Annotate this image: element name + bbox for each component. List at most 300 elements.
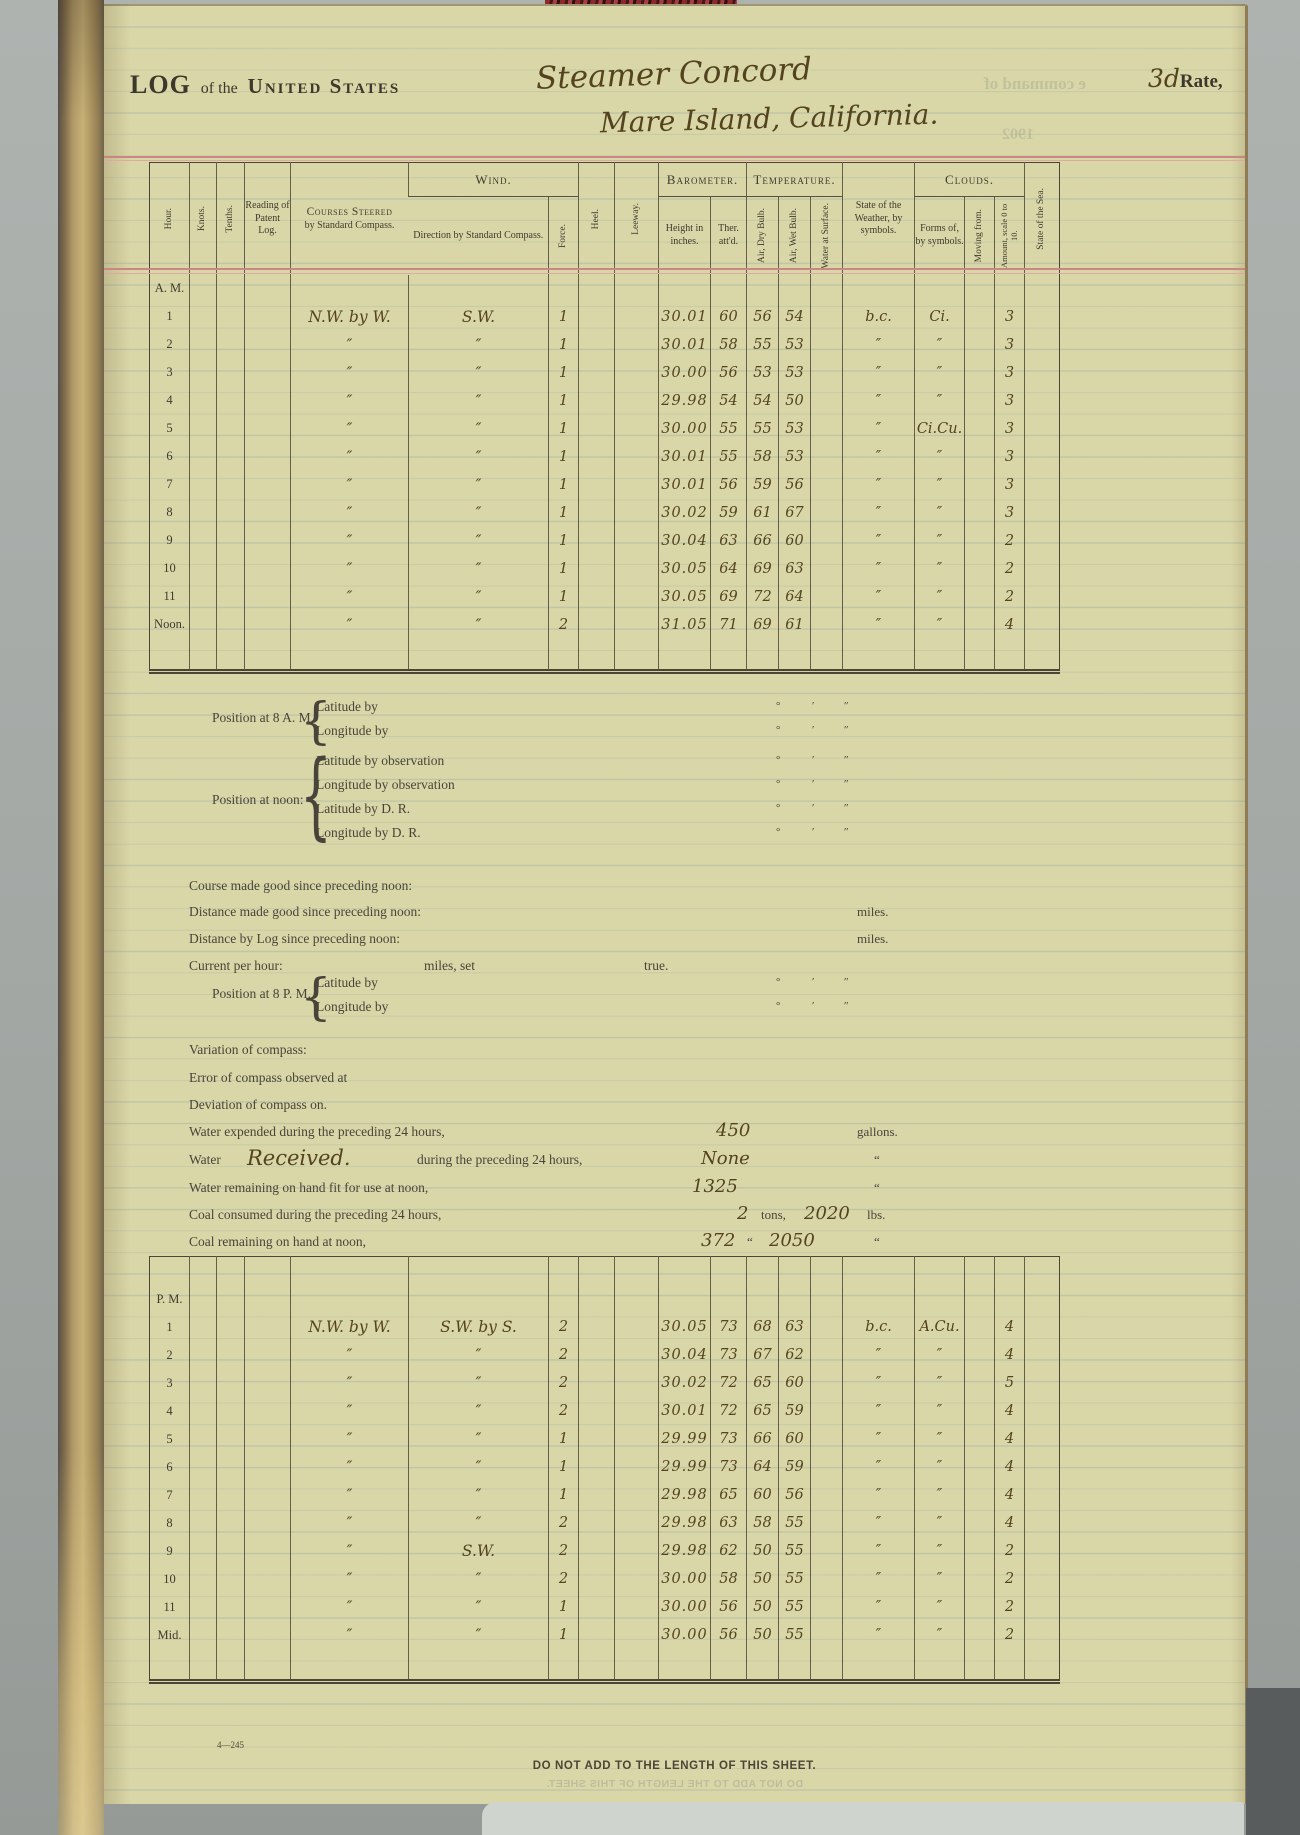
cell-patent-log bbox=[245, 1565, 291, 1593]
cell-water-surface bbox=[811, 303, 843, 331]
cell-tenths bbox=[217, 1509, 245, 1537]
cell-heel bbox=[579, 527, 615, 555]
am-log-table bbox=[149, 162, 1060, 674]
bleedthrough-text: e command of bbox=[984, 74, 1086, 93]
cell-ther-attached: 56 bbox=[711, 471, 747, 499]
log-row bbox=[150, 1425, 1060, 1453]
cell-air-wet-bulb: 60 bbox=[779, 1425, 811, 1453]
cell-leeway bbox=[615, 1565, 659, 1593]
cell-air-wet-bulb bbox=[779, 639, 811, 672]
cell-water-surface bbox=[811, 1369, 843, 1397]
cell-wind-direction: S.W. bbox=[409, 303, 549, 331]
coal-remaining-lbs-value: 2050 bbox=[769, 1230, 815, 1251]
cell-air-dry-bulb: 65 bbox=[747, 1369, 779, 1397]
cell-sea-state bbox=[1025, 639, 1060, 672]
cell-tenths bbox=[217, 1565, 245, 1593]
cell-ther-attached: 73 bbox=[711, 1313, 747, 1341]
log-row bbox=[150, 611, 1060, 639]
cell-sea-state bbox=[1025, 471, 1060, 499]
position-line-label: Latitude by D. R. bbox=[316, 801, 411, 816]
log-row bbox=[150, 1313, 1060, 1341]
cell-cloud-forms: ″ bbox=[915, 527, 965, 555]
header-group-row bbox=[150, 163, 1060, 197]
cell-hour: 1 bbox=[166, 1319, 173, 1334]
cell-heel bbox=[579, 1621, 615, 1649]
cell-cloud-amount: 2 bbox=[995, 583, 1025, 611]
cell-leeway bbox=[615, 471, 659, 499]
position-line bbox=[316, 974, 1116, 998]
cell-leeway bbox=[615, 443, 659, 471]
position-line-label: Latitude by bbox=[316, 975, 378, 990]
port-handwritten: Mare Island, California. bbox=[599, 97, 939, 140]
cell-water-surface bbox=[811, 1453, 843, 1481]
cell-air-dry-bulb: 59 bbox=[747, 471, 779, 499]
cell-knots bbox=[190, 1509, 217, 1537]
cell-knots bbox=[190, 331, 217, 359]
cell-tenths bbox=[217, 1425, 245, 1453]
cell-heel bbox=[579, 1369, 615, 1397]
cell-weather-symbols: ″ bbox=[843, 1397, 915, 1425]
cell-sea-state bbox=[1025, 1621, 1060, 1649]
cell-wind-direction: ″ bbox=[409, 611, 549, 639]
cell-hour: 4 bbox=[166, 393, 173, 407]
cell-wind-direction bbox=[409, 275, 549, 303]
cell-wind-direction: ″ bbox=[409, 1593, 549, 1621]
cell-hour: 9 bbox=[166, 533, 173, 547]
distance-made-good-line bbox=[189, 904, 1199, 928]
second-mark: ″ bbox=[844, 754, 849, 766]
cell-cloud-amount: 2 bbox=[995, 1565, 1025, 1593]
cell-barometer-height: 30.01 bbox=[659, 1397, 711, 1425]
cell-sea-state bbox=[1025, 1453, 1060, 1481]
cell-hour: 11 bbox=[163, 1599, 176, 1614]
cell-cloud-moving bbox=[965, 443, 995, 471]
miles-unit: miles. bbox=[857, 931, 889, 946]
cell-knots bbox=[190, 1341, 217, 1369]
cell-leeway bbox=[615, 275, 659, 303]
cell-knots bbox=[190, 1285, 217, 1313]
desk-background bbox=[1246, 1688, 1300, 1835]
col-hour bbox=[150, 163, 190, 275]
cell-weather-symbols: ″ bbox=[843, 1537, 915, 1565]
cell-weather-symbols: ″ bbox=[843, 499, 915, 527]
cell-cloud-moving bbox=[965, 1285, 995, 1313]
cell-tenths bbox=[217, 499, 245, 527]
cell-weather-symbols: ″ bbox=[843, 1621, 915, 1649]
cell-weather-symbols: ″ bbox=[843, 1369, 915, 1397]
cell-air-dry-bulb: 69 bbox=[747, 555, 779, 583]
water-remaining-line bbox=[189, 1176, 1199, 1204]
cell-tenths bbox=[217, 303, 245, 331]
cell-barometer-height bbox=[659, 639, 711, 672]
cell-barometer-height: 30.00 bbox=[659, 415, 711, 443]
pink-rule bbox=[104, 268, 1245, 270]
cell-wind-direction: ″ bbox=[409, 471, 549, 499]
cell-cloud-amount bbox=[995, 1285, 1025, 1313]
cell-hour: 10 bbox=[163, 1571, 176, 1586]
next-page-edge bbox=[482, 1802, 1244, 1835]
cell-ther-attached: 58 bbox=[711, 1565, 747, 1593]
cell-cloud-forms bbox=[915, 1649, 965, 1682]
cell-ther-attached: 64 bbox=[711, 555, 747, 583]
cell-air-wet-bulb bbox=[779, 1649, 811, 1682]
cell-course-steered bbox=[291, 1285, 409, 1313]
cell-cloud-moving bbox=[965, 359, 995, 387]
cell-wind-direction: ″ bbox=[409, 387, 549, 415]
cell-cloud-amount: 4 bbox=[995, 611, 1025, 639]
cell-knots bbox=[190, 387, 217, 415]
col-cloud-forms: Forms of, by symbols. bbox=[915, 197, 965, 275]
cell-weather-symbols: ″ bbox=[843, 471, 915, 499]
cell-tenths bbox=[217, 443, 245, 471]
cell-cloud-moving bbox=[965, 1425, 995, 1453]
cell-wind-force: 2 bbox=[549, 1509, 579, 1537]
position-line bbox=[316, 722, 1116, 746]
cell-leeway bbox=[615, 1509, 659, 1537]
coal-consumed-line bbox=[189, 1203, 1199, 1231]
cell-air-dry-bulb: 55 bbox=[747, 415, 779, 443]
cell-barometer-height: 30.00 bbox=[659, 359, 711, 387]
cell-ther-attached: 56 bbox=[711, 1621, 747, 1649]
cell-barometer-height: 30.01 bbox=[659, 331, 711, 359]
cell-hour: 3 bbox=[166, 365, 173, 379]
cell-water-surface bbox=[811, 1425, 843, 1453]
col-group-barometer: Barometer. bbox=[659, 163, 747, 197]
cell-wind-direction bbox=[409, 1285, 549, 1313]
cell-knots bbox=[190, 555, 217, 583]
log-row bbox=[150, 331, 1060, 359]
cell-cloud-moving bbox=[965, 275, 995, 303]
cell-wind-force: 1 bbox=[549, 415, 579, 443]
cell-course-steered: ″ bbox=[291, 1565, 409, 1593]
cell-wind-direction: ″ bbox=[409, 415, 549, 443]
cell-cloud-moving bbox=[965, 471, 995, 499]
cell-leeway bbox=[615, 499, 659, 527]
coal-consumed-label: Coal consumed during the preceding 24 hours, bbox=[189, 1207, 442, 1222]
cell-tenths bbox=[217, 639, 245, 672]
cell-cloud-amount: 2 bbox=[995, 1593, 1025, 1621]
cell-cloud-moving bbox=[965, 1313, 995, 1341]
cell-course-steered: ″ bbox=[291, 443, 409, 471]
variation-label: Variation of compass: bbox=[189, 1042, 307, 1057]
degree-mark: ° bbox=[776, 754, 781, 766]
cell-leeway bbox=[615, 1425, 659, 1453]
cell-course-steered: ″ bbox=[291, 1593, 409, 1621]
cell-knots bbox=[190, 1257, 217, 1286]
pink-rule bbox=[104, 273, 1245, 274]
cell-sea-state bbox=[1025, 1509, 1060, 1537]
log-row bbox=[150, 1621, 1060, 1649]
col-patent-log: Reading of Patent Log. bbox=[245, 163, 291, 275]
cell-water-surface bbox=[811, 387, 843, 415]
cell-weather-symbols: b.c. bbox=[843, 303, 915, 331]
cell-wind-direction: S.W. by S. bbox=[409, 1313, 549, 1341]
cell-cloud-moving bbox=[965, 1509, 995, 1537]
true-label: true. bbox=[644, 958, 669, 973]
cell-heel bbox=[579, 275, 615, 303]
cell-knots bbox=[190, 527, 217, 555]
cell-air-wet-bulb: 53 bbox=[779, 359, 811, 387]
cell-patent-log bbox=[245, 499, 291, 527]
cell-course-steered: N.W. by W. bbox=[291, 303, 409, 331]
position-line-label: Longitude by bbox=[316, 999, 389, 1014]
coal-remaining-label: Coal remaining on hand at noon, bbox=[189, 1234, 366, 1249]
cell-hour: P. M. bbox=[156, 1291, 183, 1306]
cell-cloud-forms: ″ bbox=[915, 1621, 965, 1649]
gallons-unit: gallons. bbox=[857, 1124, 898, 1139]
book-spine bbox=[58, 0, 104, 1835]
cell-knots bbox=[190, 1425, 217, 1453]
cell-sea-state bbox=[1025, 1313, 1060, 1341]
cell-water-surface bbox=[811, 471, 843, 499]
cell-air-dry-bulb: 69 bbox=[747, 611, 779, 639]
water-received-line bbox=[189, 1146, 1199, 1176]
cell-cloud-forms: Ci.Cu. bbox=[915, 415, 965, 443]
cell-wind-direction: ″ bbox=[409, 583, 549, 611]
log-row bbox=[150, 1369, 1060, 1397]
cell-heel bbox=[579, 1649, 615, 1682]
cell-knots bbox=[190, 1481, 217, 1509]
cell-heel bbox=[579, 1313, 615, 1341]
cell-cloud-forms bbox=[915, 1285, 965, 1313]
cell-weather-symbols bbox=[843, 639, 915, 672]
cell-cloud-moving bbox=[965, 1341, 995, 1369]
cell-barometer-height: 29.98 bbox=[659, 387, 711, 415]
cell-sea-state bbox=[1025, 443, 1060, 471]
cell-sea-state bbox=[1025, 415, 1060, 443]
cell-cloud-moving bbox=[965, 1621, 995, 1649]
degree-mark: ° bbox=[776, 976, 781, 988]
tons-unit: tons, bbox=[761, 1207, 786, 1222]
cell-leeway bbox=[615, 359, 659, 387]
cell-water-surface bbox=[811, 583, 843, 611]
title-log: LOG bbox=[130, 70, 191, 99]
cell-hour: 11 bbox=[163, 589, 176, 603]
col-state-of-sea-label: State of the Sea. bbox=[1036, 187, 1047, 250]
log-row bbox=[150, 1509, 1060, 1537]
pink-rule bbox=[104, 160, 1245, 161]
cell-tenths bbox=[217, 1397, 245, 1425]
cell-weather-symbols: ″ bbox=[843, 359, 915, 387]
cell-knots bbox=[190, 471, 217, 499]
cell-ther-attached: 58 bbox=[711, 331, 747, 359]
minute-mark: ′ bbox=[812, 826, 815, 838]
cell-heel bbox=[579, 1509, 615, 1537]
cell-tenths bbox=[217, 1593, 245, 1621]
cell-cloud-amount: 5 bbox=[995, 1369, 1025, 1397]
cell-air-dry-bulb: 61 bbox=[747, 499, 779, 527]
second-mark: ″ bbox=[844, 826, 849, 838]
cell-hour: Noon. bbox=[154, 617, 185, 631]
cell-sea-state bbox=[1025, 1649, 1060, 1682]
cell-tenths bbox=[217, 611, 245, 639]
cell-air-wet-bulb: 55 bbox=[779, 1509, 811, 1537]
position-line-label: Latitude by observation bbox=[316, 753, 445, 768]
col-heel-label: Heel. bbox=[590, 208, 601, 229]
cell-wind-force: 1 bbox=[549, 303, 579, 331]
error-label: Error of compass observed at bbox=[189, 1070, 348, 1085]
cell-air-dry-bulb: 66 bbox=[747, 527, 779, 555]
cell-leeway bbox=[615, 1621, 659, 1649]
am-rows bbox=[150, 275, 1060, 672]
cell-knots bbox=[190, 1313, 217, 1341]
cell-cloud-moving bbox=[965, 1453, 995, 1481]
log-row bbox=[150, 1341, 1060, 1369]
pm-rows bbox=[150, 1257, 1060, 1682]
position-8am-items bbox=[316, 698, 1116, 746]
col-force-label: Force. bbox=[557, 223, 568, 248]
cell-patent-log bbox=[245, 1341, 291, 1369]
cell-course-steered bbox=[291, 1649, 409, 1682]
cell-heel bbox=[579, 1481, 615, 1509]
col-knots bbox=[190, 163, 217, 275]
col-dry-bulb-label: Air, Dry Bulb. bbox=[756, 208, 767, 264]
cell-cloud-amount: 3 bbox=[995, 443, 1025, 471]
minute-mark: ′ bbox=[812, 754, 815, 766]
cell-patent-log bbox=[245, 1481, 291, 1509]
cell-heel bbox=[579, 387, 615, 415]
cell-tenths bbox=[217, 1649, 245, 1682]
cell-barometer-height: 30.00 bbox=[659, 1593, 711, 1621]
cell-wind-direction: ″ bbox=[409, 331, 549, 359]
log-row bbox=[150, 1453, 1060, 1481]
cell-tenths bbox=[217, 1481, 245, 1509]
cell-air-wet-bulb: 55 bbox=[779, 1621, 811, 1649]
minute-mark: ′ bbox=[812, 976, 815, 988]
cell-leeway bbox=[615, 527, 659, 555]
col-wind-dir-line1: Direction by Standard bbox=[413, 229, 502, 241]
brace-glyph: { bbox=[300, 968, 332, 1026]
cell-sea-state bbox=[1025, 331, 1060, 359]
cell-hour: 8 bbox=[166, 505, 173, 519]
log-table-header bbox=[150, 163, 1060, 275]
cell-wind-force: 2 bbox=[549, 1565, 579, 1593]
title-of-the: of the bbox=[200, 80, 238, 97]
cell-sea-state bbox=[1025, 527, 1060, 555]
cell-air-wet-bulb bbox=[779, 1285, 811, 1313]
cell-cloud-forms: ″ bbox=[915, 359, 965, 387]
cell-leeway bbox=[615, 1313, 659, 1341]
cell-patent-log bbox=[245, 527, 291, 555]
cell-water-surface bbox=[811, 1649, 843, 1682]
col-air-wet-bulb bbox=[779, 197, 811, 275]
cell-course-steered: ″ bbox=[291, 1509, 409, 1537]
col-air-dry-bulb bbox=[747, 197, 779, 275]
cell-sea-state bbox=[1025, 1257, 1060, 1286]
log-row bbox=[150, 639, 1060, 672]
cell-course-steered: ″ bbox=[291, 387, 409, 415]
vessel-name-handwritten: Steamer Concord bbox=[535, 51, 813, 97]
cell-air-dry-bulb bbox=[747, 1257, 779, 1286]
cell-course-steered bbox=[291, 275, 409, 303]
cell-barometer-height bbox=[659, 1649, 711, 1682]
cell-hour: 9 bbox=[166, 1543, 173, 1558]
course-made-good-line bbox=[189, 878, 1199, 902]
cell-patent-log bbox=[245, 1285, 291, 1313]
cell-leeway bbox=[615, 1453, 659, 1481]
cell-water-surface bbox=[811, 1537, 843, 1565]
cell-air-dry-bulb: 66 bbox=[747, 1425, 779, 1453]
cell-patent-log bbox=[245, 1369, 291, 1397]
cell-air-wet-bulb: 53 bbox=[779, 415, 811, 443]
cell-wind-force: 1 bbox=[549, 443, 579, 471]
deviation-label: Deviation of compass on. bbox=[189, 1097, 327, 1112]
cell-leeway bbox=[615, 583, 659, 611]
brace-glyph: { bbox=[300, 739, 332, 851]
cell-cloud-forms: ″ bbox=[915, 387, 965, 415]
cell-cloud-forms: ″ bbox=[915, 1565, 965, 1593]
cell-air-dry-bulb: 67 bbox=[747, 1341, 779, 1369]
col-group-temperature: Temperature. bbox=[747, 163, 843, 197]
position-line bbox=[316, 800, 1116, 824]
cell-leeway bbox=[615, 1649, 659, 1682]
cell-wind-force bbox=[549, 1649, 579, 1682]
cell-water-surface bbox=[811, 1397, 843, 1425]
cell-cloud-forms: ″ bbox=[915, 331, 965, 359]
cell-course-steered bbox=[291, 639, 409, 672]
cell-water-surface bbox=[811, 331, 843, 359]
cell-wind-force: 2 bbox=[549, 1369, 579, 1397]
cell-wind-force: 2 bbox=[549, 611, 579, 639]
cell-patent-log bbox=[245, 471, 291, 499]
cell-cloud-moving bbox=[965, 1649, 995, 1682]
cell-patent-log bbox=[245, 359, 291, 387]
cell-cloud-amount: 4 bbox=[995, 1397, 1025, 1425]
col-wet-bulb-label: Air, Wet Bulb. bbox=[788, 208, 799, 264]
cell-cloud-forms: ″ bbox=[915, 1481, 965, 1509]
col-wind-dir-line2: Compass. bbox=[504, 229, 544, 241]
cell-water-surface bbox=[811, 1285, 843, 1313]
log-row bbox=[150, 387, 1060, 415]
cell-leeway bbox=[615, 1537, 659, 1565]
cell-course-steered: ″ bbox=[291, 1537, 409, 1565]
cell-weather-symbols: ″ bbox=[843, 1481, 915, 1509]
position-8am-label: Position at 8 A. M. bbox=[212, 710, 315, 725]
cell-wind-force: 2 bbox=[549, 1341, 579, 1369]
log-page bbox=[104, 4, 1248, 1804]
cell-tenths bbox=[217, 555, 245, 583]
cell-tenths bbox=[217, 415, 245, 443]
col-wind-direction bbox=[409, 197, 549, 275]
cell-barometer-height: 30.02 bbox=[659, 1369, 711, 1397]
rate-printed: Rate, bbox=[1179, 71, 1223, 92]
cell-water-surface bbox=[811, 1621, 843, 1649]
cell-cloud-amount: 4 bbox=[995, 1313, 1025, 1341]
col-knots-label: Knots. bbox=[197, 206, 208, 232]
cell-barometer-height: 29.99 bbox=[659, 1425, 711, 1453]
cell-sea-state bbox=[1025, 1537, 1060, 1565]
cell-course-steered: ″ bbox=[291, 415, 409, 443]
cell-barometer-height: 29.98 bbox=[659, 1509, 711, 1537]
lbs-unit: lbs. bbox=[867, 1207, 886, 1222]
cell-sea-state bbox=[1025, 1425, 1060, 1453]
cell-sea-state bbox=[1025, 1481, 1060, 1509]
cell-wind-direction: ″ bbox=[409, 1397, 549, 1425]
col-amount-label: Amount, scale 0 to 10. bbox=[999, 203, 1020, 268]
cell-patent-log bbox=[245, 1509, 291, 1537]
cell-cloud-forms: ″ bbox=[915, 1369, 965, 1397]
cell-air-wet-bulb: 50 bbox=[779, 387, 811, 415]
water-received-pre: Water bbox=[189, 1152, 221, 1167]
cell-course-steered: ″ bbox=[291, 555, 409, 583]
cell-sea-state bbox=[1025, 387, 1060, 415]
cell-ther-attached bbox=[711, 1285, 747, 1313]
cell-cloud-moving bbox=[965, 1537, 995, 1565]
cell-cloud-forms: ″ bbox=[915, 1509, 965, 1537]
pm-log-table bbox=[149, 1256, 1060, 1684]
distance-by-log-label: Distance by Log since preceding noon: bbox=[189, 931, 401, 946]
title-united-states: United States bbox=[247, 74, 401, 98]
